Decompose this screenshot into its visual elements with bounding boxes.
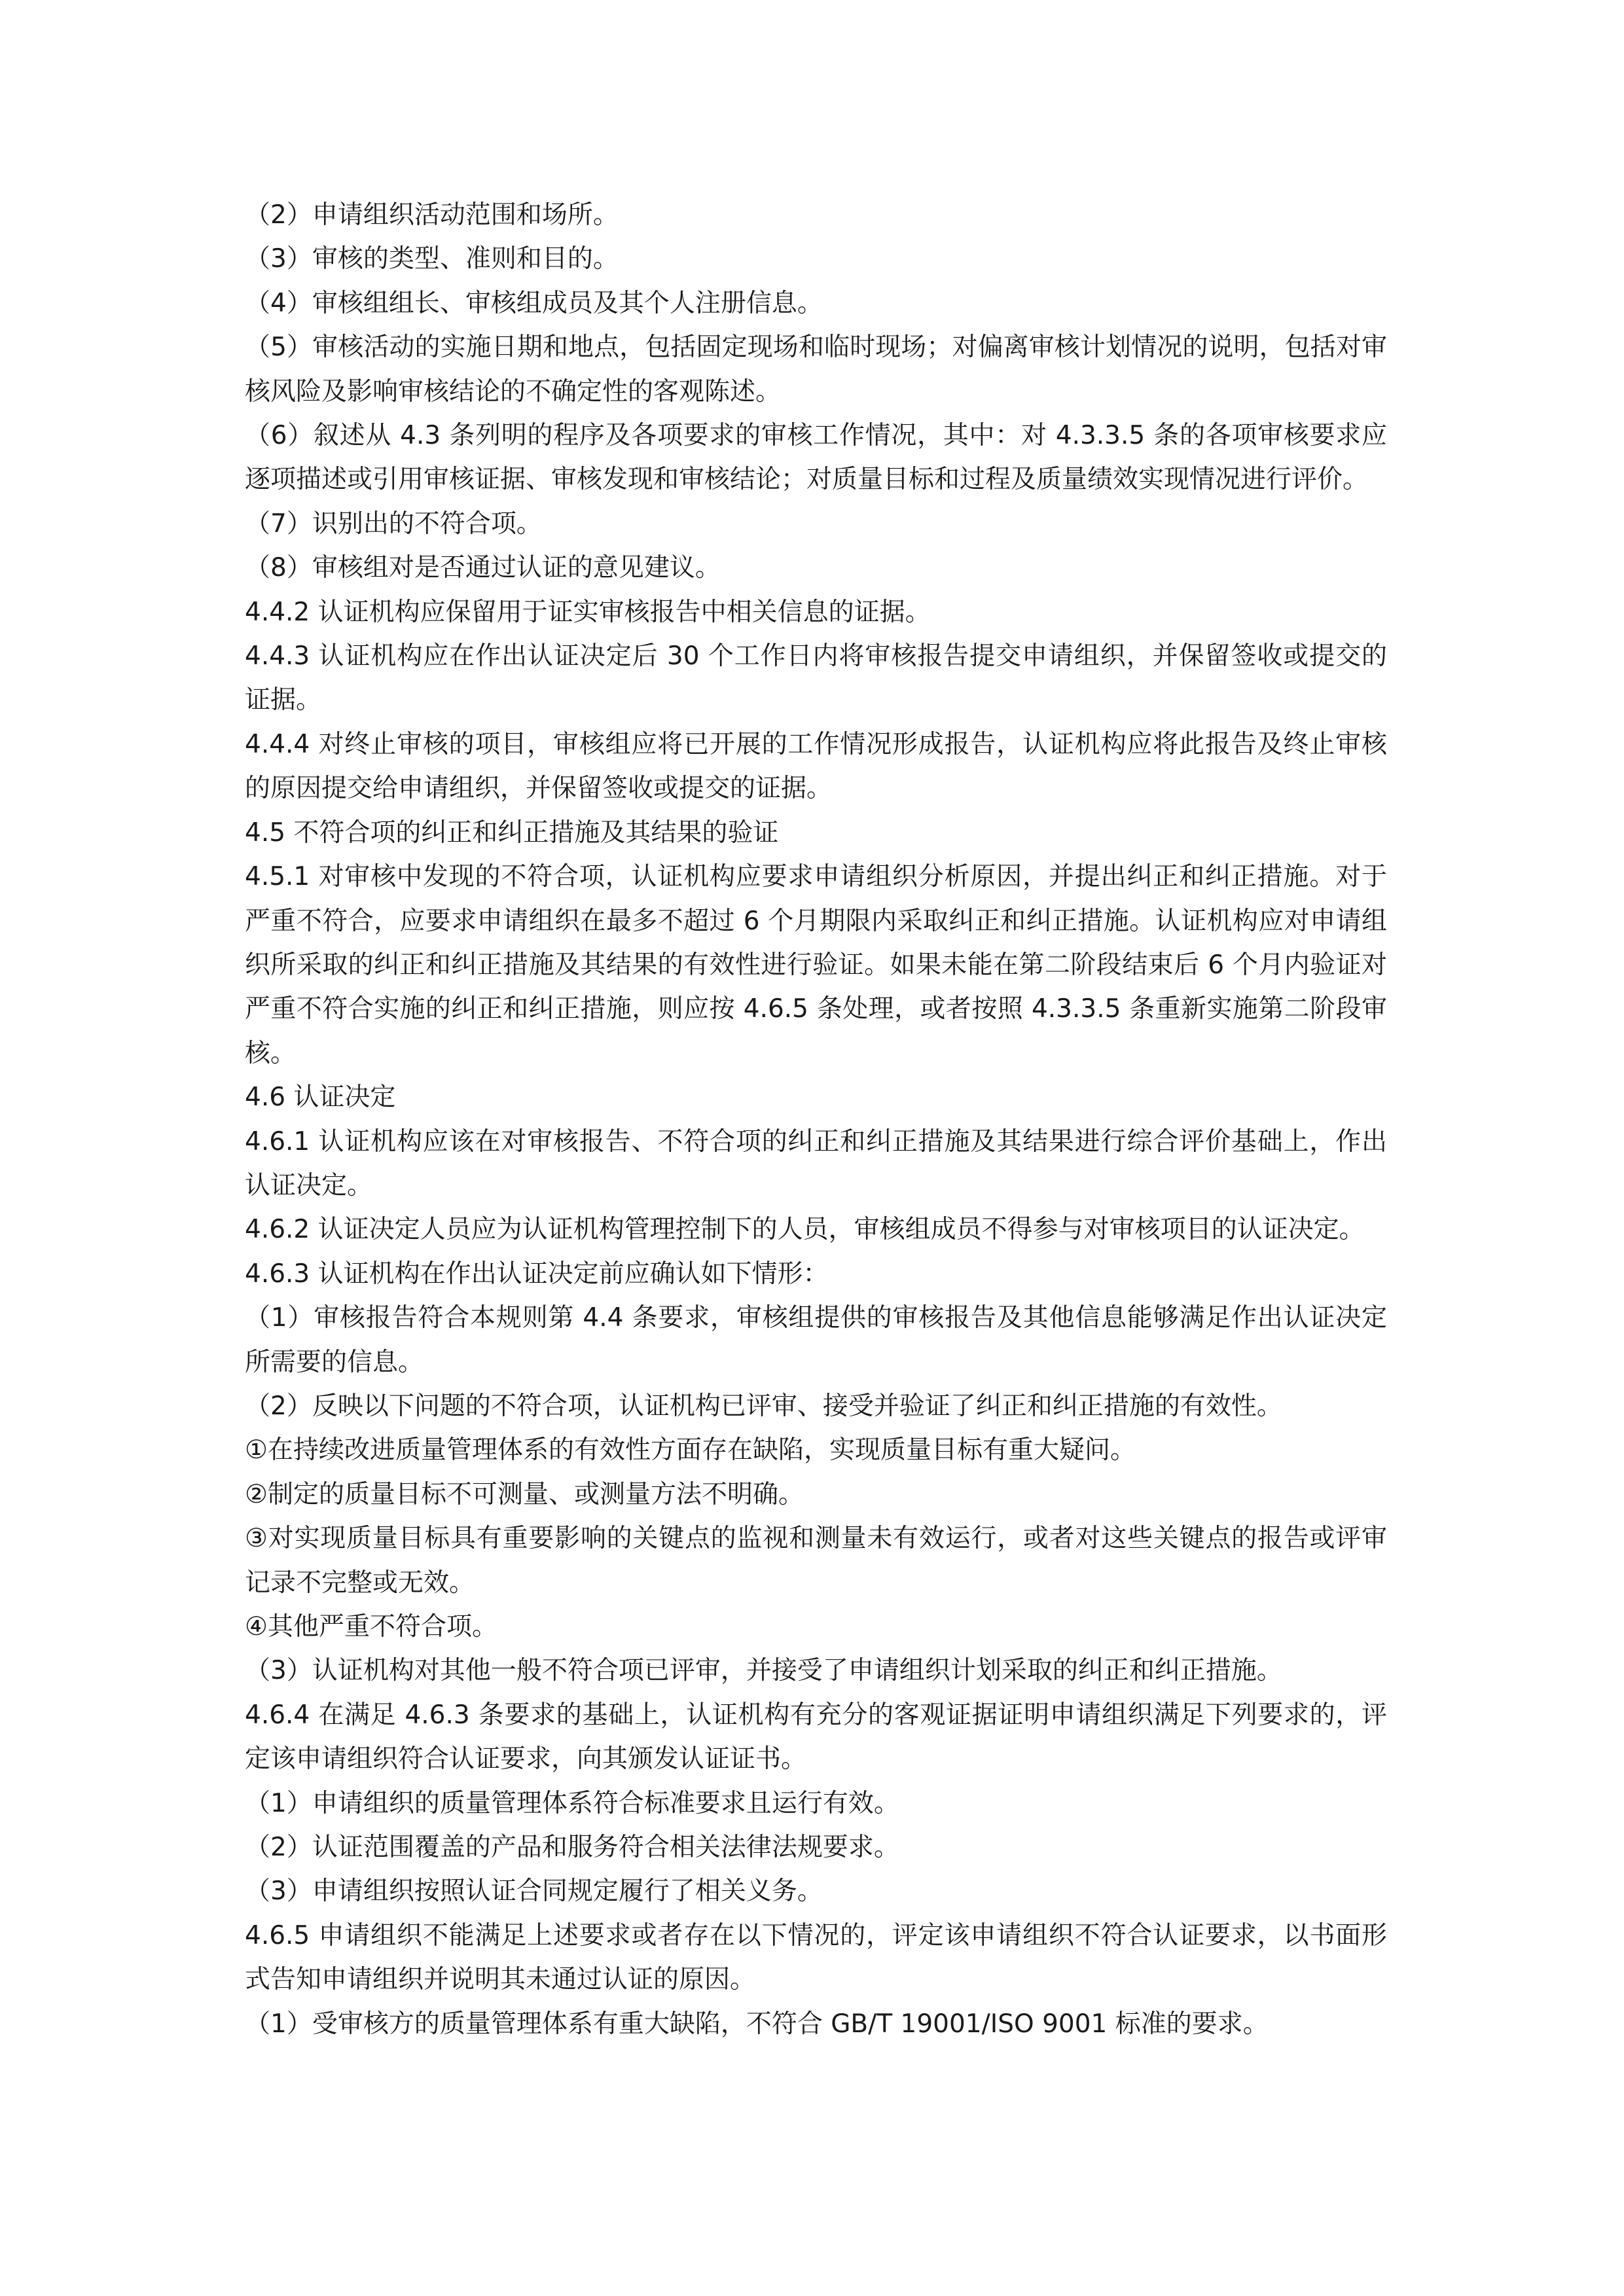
item-7-nonconformities: （7）识别出的不符合项。 [245,509,542,539]
sub-item-circled-4: ④其他严重不符合项。 [245,1612,497,1641]
item-5-dates-locations: （5）审核活动的实施日期和地点，包括固定现场和临时现场；对偏离审核计划情况的说明，包括对审核风险及影响审核结论的不确定性的客观陈述。 [245,332,1387,406]
clause-4-6-5: 4.6.5 申请组织不能满足上述要求或者存在以下情况的，评定该申请组织不符合认证要求，以书面形式告知申请组织并说明其未通过认证的原因。 [245,1920,1387,1995]
clause-4-4-4: 4.4.4 对终止审核的项目，审核组应将已开展的工作情况形成报告，认证机构应将此报告及终止审核的原因提交给申请组织，并保留签收或提交的证据。 [245,729,1387,804]
sub-item-circled-1: ①在持续改进质量管理体系的有效性方面存在缺陷，实现质量目标有重大疑问。 [245,1435,1136,1465]
section-heading-4-5: 4.5 不符合项的纠正和纠正措施及其结果的验证 [245,817,779,848]
clause-4-6-4-item-1: （1）申请组织的质量管理体系符合标准要求且运行有效。 [245,1788,899,1818]
clause-4-6-3-item-2: （2）反映以下问题的不符合项，认证机构已评审、接受并验证了纠正和纠正措施的有效性。 [245,1391,1282,1421]
clause-4-5-1: 4.5.1 对审核中发现的不符合项，认证机构应要求申请组织分析原因，并提出纠正和纠正措施。对于严重不符合，应要求申请组织在最多不超过 6 个月期限内采取纠正和纠正措施。认证机构应对申请组织所采取的纠正和纠正措施及其结果的有效性进行验证。如果未能在第二阶段结束后 6 个月内验证对严重不符合实施的纠正和纠正措施，则应按 4.6.5 条处理，或者按照 4.3.3.5 条重新实施第二阶段审核。 [245,862,1387,1068]
section-heading-4-6: 4.6 认证决定 [245,1083,396,1113]
sub-item-circled-2: ②制定的质量目标不可测量、或测量方法不明确。 [245,1479,804,1509]
clause-4-6-3-item-1: （1）审核报告符合本规则第 4.4 条要求，审核组提供的审核报告及其他信息能够满足作出认证决定所需要的信息。 [245,1303,1387,1377]
item-3-audit-type: （3）审核的类型、准则和目的。 [245,244,619,274]
clause-4-6-1: 4.6.1 认证机构应该在对审核报告、不符合项的纠正和纠正措施及其结果进行综合评价基础上，作出认证决定。 [245,1126,1387,1200]
item-4-audit-team: （4）审核组组长、审核组成员及其个人注册信息。 [245,288,823,318]
clause-4-6-3: 4.6.3 认证机构在作出认证决定前应确认如下情形： [245,1259,829,1289]
clause-4-6-5-item-1: （1）受审核方的质量管理体系有重大缺陷，不符合 GB/T 19001/ISO 9001 标准的要求。 [245,2009,1269,2039]
clause-4-6-4: 4.6.4 在满足 4.6.3 条要求的基础上，认证机构有充分的客观证据证明申请组织满足下列要求的，评定该申请组织符合认证要求，向其颁发认证证书。 [245,1700,1387,1774]
clause-4-4-2: 4.4.2 认证机构应保留用于证实审核报告中相关信息的证据。 [245,597,931,627]
clause-4-6-3-item-3: （3）认证机构对其他一般不符合项已评审，并接受了申请组织计划采取的纠正和纠正措施。 [245,1656,1282,1686]
item-2-scope: （2）申请组织活动范围和场所。 [245,200,619,230]
clause-4-6-4-item-2: （2）认证范围覆盖的产品和服务符合相关法律法规要求。 [245,1833,899,1863]
item-6-audit-work: （6）叙述从 4.3 条列明的程序及各项要求的审核工作情况，其中：对 4.3.3.5 条的各项审核要求应逐项描述或引用审核证据、审核发现和审核结论；对质量目标和过程及质量绩效实现情况进行评价。 [245,421,1387,495]
sub-item-circled-3: ③对实现质量目标具有重要影响的关键点的监视和测量未有效运行，或者对这些关键点的报告或评审记录不完整或无效。 [245,1524,1387,1598]
clause-4-6-2: 4.6.2 认证决定人员应为认证机构管理控制下的人员，审核组成员不得参与对审核项目的认证决定。 [245,1215,1365,1245]
item-8-recommendation: （8）审核组对是否通过认证的意见建议。 [245,553,721,583]
clause-4-6-4-item-3: （3）申请组织按照认证合同规定履行了相关义务。 [245,1876,823,1907]
clause-4-4-3: 4.4.3 认证机构应在作出认证决定后 30 个工作日内将审核报告提交申请组织，并保留签收或提交的证据。 [245,641,1387,715]
document-page [245,193,1387,2046]
